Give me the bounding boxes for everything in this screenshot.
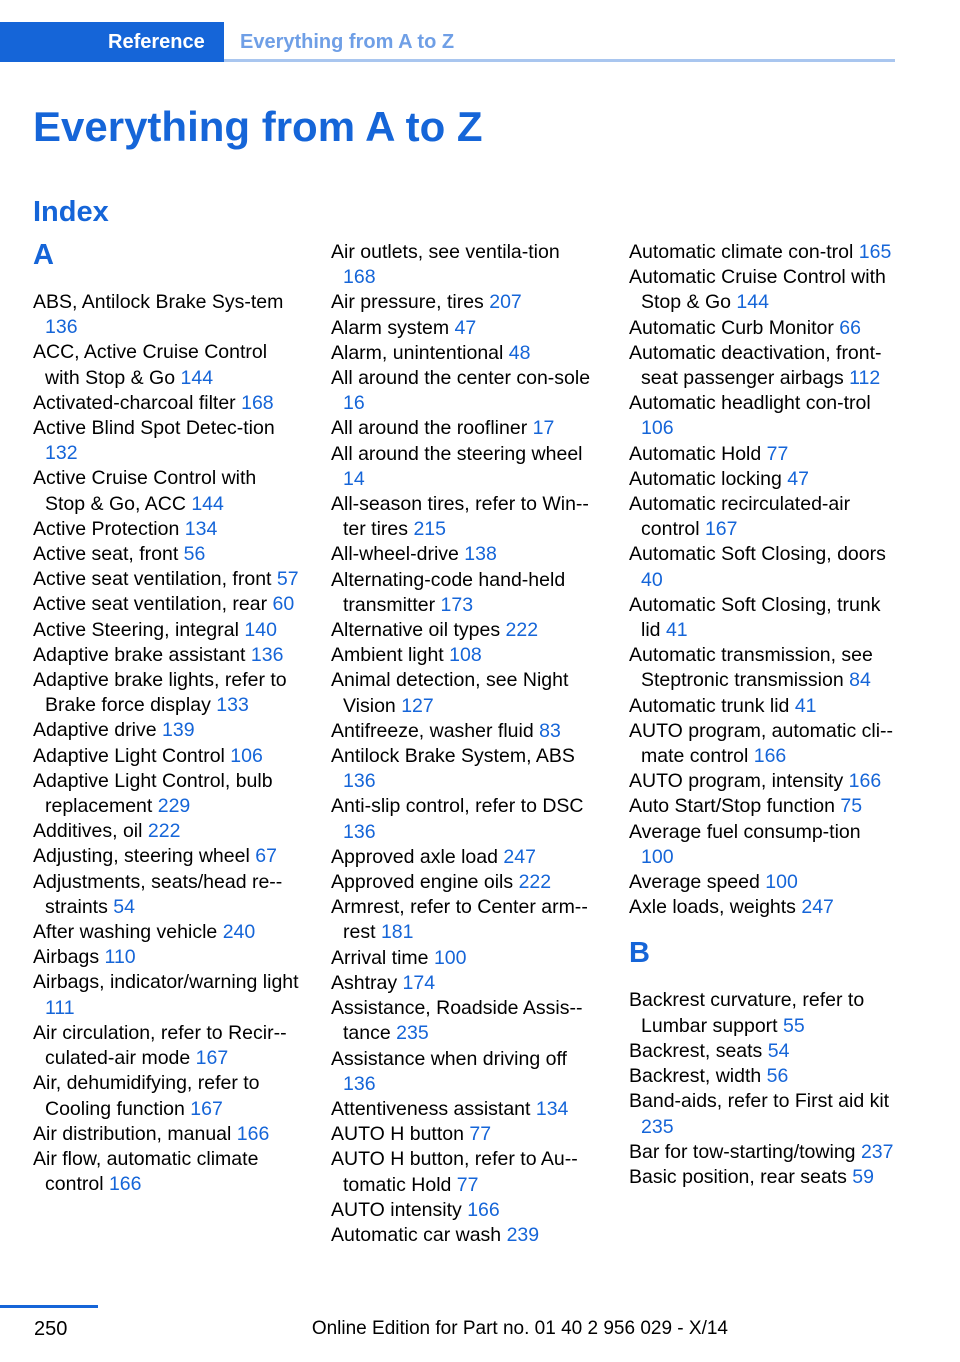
page-reference-link[interactable]: 165 bbox=[858, 241, 892, 263]
page-reference-link[interactable]: 222 bbox=[147, 820, 181, 843]
page-reference-link[interactable]: 168 bbox=[343, 266, 376, 289]
page-reference-link[interactable]: 240 bbox=[222, 921, 256, 944]
page-reference-link[interactable]: 167 bbox=[195, 1047, 229, 1070]
page-reference-link[interactable]: 108 bbox=[449, 644, 482, 667]
index-entry-text: All-season tires, refer to Win-ter tires bbox=[331, 493, 589, 541]
index-entry-text: Adaptive drive bbox=[33, 719, 157, 742]
index-entry bbox=[629, 870, 895, 895]
page-reference-link[interactable]: 134 bbox=[535, 1097, 569, 1120]
index-entry-text: Assistance, Roadside Assis-tance bbox=[331, 997, 583, 1045]
page-reference-link[interactable]: 215 bbox=[413, 518, 446, 541]
index-entry bbox=[629, 341, 895, 391]
page-reference-link[interactable]: 59 bbox=[852, 1165, 874, 1188]
index-entry-text: AUTO H button, refer to Au-tomatic Hold bbox=[331, 1148, 578, 1196]
index-entry bbox=[331, 1198, 597, 1223]
page-reference-link[interactable]: 247 bbox=[503, 845, 536, 868]
index-letter: B bbox=[629, 937, 650, 970]
index-entry bbox=[629, 492, 895, 542]
page-reference-link[interactable]: 110 bbox=[104, 946, 136, 969]
index-entry bbox=[629, 988, 895, 1038]
index-entry bbox=[629, 1089, 895, 1139]
index-entry bbox=[331, 366, 597, 416]
index-entry-text: Average speed bbox=[629, 871, 760, 894]
page-reference-link[interactable]: 237 bbox=[860, 1140, 894, 1163]
page-reference-link[interactable]: 127 bbox=[401, 694, 434, 717]
index-entry-text: Automatic deactivation, front-seat passenger airbags bbox=[629, 341, 882, 390]
index-entry bbox=[629, 265, 895, 315]
page-reference-link[interactable]: 133 bbox=[216, 694, 249, 717]
index-entry-text: Approved engine oils bbox=[331, 871, 514, 894]
index-entry-text: Air flow, automatic climate control bbox=[33, 1147, 259, 1196]
index-entry bbox=[331, 240, 597, 290]
index-entry bbox=[331, 290, 597, 315]
index-entry-text: AUTO program, intensity bbox=[629, 770, 844, 793]
page-reference-link[interactable]: 229 bbox=[157, 795, 191, 818]
page-reference-link[interactable]: 139 bbox=[162, 719, 195, 742]
index-entry-text: Approved axle load bbox=[331, 845, 498, 868]
index-column-2 bbox=[331, 240, 597, 1248]
page-reference-link[interactable]: 136 bbox=[343, 820, 376, 843]
index-entry bbox=[331, 794, 597, 844]
page-reference-link[interactable]: 140 bbox=[244, 618, 277, 641]
index-entry-text: Adjusting, steering wheel bbox=[33, 845, 250, 868]
page-reference-link[interactable]: 144 bbox=[180, 366, 214, 389]
index-entry bbox=[33, 1147, 299, 1197]
edition-note: Online Edition for Part no. 01 40 2 956 029 - X/14 bbox=[311, 1318, 728, 1339]
page-reference-link[interactable]: 174 bbox=[402, 971, 436, 994]
index-entry bbox=[331, 316, 597, 341]
index-entry bbox=[331, 1122, 597, 1147]
index-entry-text: Active seat ventilation, front bbox=[33, 568, 272, 591]
index-entry bbox=[331, 341, 597, 366]
page-reference-link[interactable]: 48 bbox=[508, 341, 531, 364]
index-entry bbox=[33, 844, 299, 869]
index-entry-text: Automatic recirculated-air control bbox=[629, 493, 851, 541]
index-entry bbox=[629, 240, 895, 265]
index-entry-text: Bar for tow-starting/​towing bbox=[629, 1140, 856, 1163]
index-entry-text: Assistance when driving off bbox=[331, 1047, 567, 1070]
index-entry-text: Antifreeze, washer fluid bbox=[331, 719, 534, 742]
index-letter: A bbox=[33, 239, 54, 271]
page-reference-link[interactable]: 166 bbox=[108, 1173, 142, 1196]
index-entry bbox=[331, 744, 597, 794]
page-reference-link[interactable]: 235 bbox=[641, 1115, 674, 1138]
index-entry bbox=[33, 466, 299, 516]
page-reference-link[interactable]: 166 bbox=[236, 1122, 270, 1145]
index-entry bbox=[331, 895, 597, 945]
index-entry-text: Adaptive brake lights, refer to Brake force display bbox=[33, 669, 287, 717]
index-entry bbox=[629, 1064, 895, 1089]
index-entry bbox=[33, 567, 299, 592]
page-reference-link[interactable]: 40 bbox=[641, 568, 663, 591]
index-entry bbox=[331, 1223, 597, 1248]
index-entry-text: Alarm system bbox=[331, 316, 450, 339]
index-entry bbox=[33, 1122, 299, 1147]
page-reference-link[interactable]: 56 bbox=[766, 1065, 789, 1088]
index-entry-text: Ambient light bbox=[331, 644, 444, 667]
page-reference-link[interactable]: 166 bbox=[753, 745, 787, 768]
index-entry-text: Automatic Soft Closing, doors bbox=[629, 543, 886, 566]
page-reference-link[interactable]: 222 bbox=[518, 871, 552, 894]
index-entry-text: Arrival time bbox=[331, 946, 429, 969]
index-entry bbox=[331, 996, 597, 1046]
header-divider bbox=[224, 59, 895, 62]
page-reference-link[interactable]: 67 bbox=[255, 845, 277, 868]
page-reference-link[interactable]: 41 bbox=[794, 694, 817, 717]
page-reference-link[interactable]: 111 bbox=[45, 996, 75, 1019]
page-reference-link[interactable]: 100 bbox=[765, 871, 798, 894]
index-entry bbox=[33, 592, 299, 617]
index-entry bbox=[33, 744, 299, 769]
index-entry bbox=[331, 1097, 597, 1122]
index-entry bbox=[33, 970, 299, 1020]
page-reference-link[interactable]: 144 bbox=[191, 492, 224, 515]
page-reference-link[interactable]: 57 bbox=[276, 568, 299, 591]
index-entry-text: Adaptive Light Control, bulb replacement bbox=[33, 769, 273, 818]
index-entry bbox=[331, 1047, 597, 1097]
index-entry-text: AUTO H button bbox=[331, 1123, 464, 1146]
index-entry bbox=[629, 1039, 895, 1064]
index-entry-text: All-wheel-drive bbox=[331, 543, 459, 566]
index-entry-text: Active Blind Spot Detec-tion bbox=[33, 417, 275, 440]
page-reference-link[interactable]: 168 bbox=[241, 391, 274, 414]
index-entry-text: Air outlets, see ventila-tion bbox=[331, 241, 560, 263]
page-reference-link[interactable]: 56 bbox=[183, 543, 206, 566]
page-reference-link[interactable]: 84 bbox=[849, 669, 871, 692]
page-reference-link[interactable]: 77 bbox=[766, 442, 789, 465]
index-entry-text: Alternating-code hand-held transmitter bbox=[331, 568, 566, 616]
index-entry bbox=[33, 391, 299, 416]
page-reference-link[interactable]: 235 bbox=[396, 1022, 429, 1045]
index-entry bbox=[629, 391, 895, 441]
index-entry bbox=[33, 517, 299, 542]
index-entry-text: Active Protection bbox=[33, 517, 180, 540]
page-reference-link[interactable]: 166 bbox=[848, 770, 882, 793]
index-entry-text: Alarm, unintentional bbox=[331, 341, 504, 364]
index-entry-text: Automatic Cruise Control with Stop & Go bbox=[629, 266, 886, 314]
index-entry bbox=[33, 819, 299, 844]
page-reference-link[interactable]: 14 bbox=[343, 467, 365, 490]
index-entry-text: Antilock Brake System, ABS bbox=[331, 745, 575, 768]
index-entry bbox=[629, 1165, 895, 1190]
page-reference-link[interactable]: 144 bbox=[736, 291, 769, 314]
index-entry bbox=[33, 920, 299, 945]
index-entry-text: Armrest, refer to Center arm-rest bbox=[331, 896, 588, 944]
index-entry-text: Adaptive brake assistant bbox=[33, 643, 246, 666]
index-entry bbox=[629, 794, 895, 819]
index-entry bbox=[331, 643, 597, 668]
index-entry bbox=[331, 492, 597, 542]
index-entry bbox=[331, 442, 597, 492]
index-entry-text: Active seat, front bbox=[33, 543, 179, 566]
footer-divider bbox=[0, 1305, 98, 1308]
index-entry bbox=[33, 340, 299, 390]
index-entry-text: Automatic car wash bbox=[331, 1223, 502, 1246]
index-entry-text: Automatic locking bbox=[629, 467, 782, 490]
section-title: Index bbox=[33, 196, 109, 228]
index-entry-text: Ashtray bbox=[331, 971, 398, 994]
index-entry bbox=[33, 668, 299, 718]
index-entry-text: Auto Start/Stop function bbox=[629, 795, 835, 818]
index-entry-text: Backrest curvature, refer to Lumbar support bbox=[629, 989, 865, 1037]
index-entry-text: Additives, oil bbox=[33, 820, 143, 843]
index-entry-text: Automatic Hold bbox=[629, 442, 762, 465]
index-entry-text: Active Steering, integral bbox=[33, 618, 239, 641]
page-reference-link[interactable]: 83 bbox=[539, 719, 561, 742]
index-entry-text: Backrest, width bbox=[629, 1065, 762, 1088]
page-reference-link[interactable]: 132 bbox=[45, 442, 78, 465]
index-entry bbox=[33, 769, 299, 819]
page-reference-link[interactable]: 47 bbox=[787, 467, 809, 490]
index-entry bbox=[331, 568, 597, 618]
index-entry bbox=[629, 895, 895, 920]
index-entry bbox=[629, 719, 895, 769]
index-entry-text: Airbags, indicator/warning light bbox=[33, 971, 299, 994]
index-entry bbox=[629, 1140, 895, 1165]
index-entry bbox=[33, 618, 299, 643]
index-entry-text: Attentiveness assistant bbox=[331, 1097, 531, 1120]
index-entry-text: Axle loads, weights bbox=[629, 896, 796, 919]
index-entry-text: Air, dehumidifying, refer to Cooling function bbox=[33, 1072, 260, 1120]
index-entry-text: All around the center con-sole bbox=[331, 367, 591, 390]
index-entry bbox=[629, 316, 895, 341]
index-entry bbox=[629, 694, 895, 719]
index-entry-text: All around the roofliner bbox=[331, 417, 528, 440]
page-reference-link[interactable]: 136 bbox=[343, 770, 376, 793]
page-reference-link[interactable]: 106 bbox=[230, 744, 263, 767]
page-reference-link[interactable]: 75 bbox=[840, 795, 863, 818]
index-entry bbox=[629, 820, 895, 870]
index-entry bbox=[331, 1147, 597, 1197]
index-entry-text: Air distribution, manual bbox=[33, 1122, 232, 1145]
page-reference-link[interactable]: 134 bbox=[184, 517, 218, 540]
index-entry bbox=[33, 290, 299, 340]
index-entry-text: Average fuel consump-tion bbox=[629, 820, 861, 843]
index-entry-text: ABS, Antilock Brake Sys-tem bbox=[33, 291, 284, 313]
index-entry bbox=[331, 971, 597, 996]
page-reference-link[interactable]: 77 bbox=[469, 1123, 492, 1146]
page-reference-link[interactable]: 207 bbox=[489, 291, 522, 314]
index-entry-text: Activated-charcoal filter bbox=[33, 391, 236, 414]
index-entry bbox=[331, 618, 597, 643]
page-reference-link[interactable]: 222 bbox=[505, 619, 539, 642]
index-entry-text: Backrest, seats bbox=[629, 1039, 763, 1062]
index-entry-text: Anti-slip control, refer to DSC bbox=[331, 795, 584, 818]
index-entry bbox=[33, 870, 299, 920]
page-reference-link[interactable]: 54 bbox=[113, 895, 135, 918]
page-reference-link[interactable]: 106 bbox=[641, 417, 674, 440]
page-reference-link[interactable]: 136 bbox=[45, 316, 78, 339]
index-entry-text: Automatic climate con-trol bbox=[629, 241, 854, 263]
index-entry-text: Adjustments, seats/head re-straints bbox=[33, 870, 283, 918]
page-reference-link[interactable]: 60 bbox=[272, 593, 295, 616]
index-entry-text: Active seat ventilation, rear bbox=[33, 593, 268, 616]
index-entry bbox=[331, 542, 597, 567]
index-entry bbox=[629, 643, 895, 693]
index-column-1 bbox=[33, 240, 299, 1197]
index-entry-text: Basic position, rear seats bbox=[629, 1165, 847, 1188]
page-reference-link[interactable]: 167 bbox=[190, 1097, 223, 1120]
page-reference-link[interactable]: 100 bbox=[641, 845, 674, 868]
page-reference-link[interactable]: 136 bbox=[250, 643, 284, 666]
page-reference-link[interactable]: 136 bbox=[343, 1072, 376, 1095]
index-entry-text: Air circulation, refer to Recir-culated-air mode bbox=[33, 1021, 287, 1070]
page-reference-link[interactable]: 66 bbox=[839, 316, 861, 339]
index-entry bbox=[33, 718, 299, 743]
index-entry-text: Air pressure, tires bbox=[331, 291, 484, 314]
page-reference-link[interactable]: 112 bbox=[849, 367, 881, 390]
index-entry bbox=[331, 845, 597, 870]
page-reference-link[interactable]: 173 bbox=[440, 593, 474, 616]
index-entry bbox=[331, 416, 597, 441]
index-entry bbox=[629, 769, 895, 794]
page-reference-link[interactable]: 77 bbox=[456, 1173, 479, 1196]
page-reference-link[interactable]: 100 bbox=[433, 946, 467, 969]
index-entry-text: Automatic Soft Closing, trunk lid bbox=[629, 593, 881, 642]
index-entry-text: Airbags bbox=[33, 946, 100, 969]
page-title: Everything from A to Z bbox=[33, 103, 483, 150]
index-entry bbox=[331, 668, 597, 718]
index-entry-text: Active Cruise Control with Stop & Go, ACC bbox=[33, 467, 257, 515]
page-reference-link[interactable]: 16 bbox=[343, 392, 365, 415]
page-reference-link[interactable]: 54 bbox=[767, 1039, 790, 1062]
index-entry bbox=[33, 1071, 299, 1121]
index-entry bbox=[331, 946, 597, 971]
index-entry bbox=[33, 643, 299, 668]
page-reference-link[interactable]: 239 bbox=[506, 1223, 540, 1246]
index-entry-text: Automatic transmission, see Steptronic transmission bbox=[629, 644, 873, 692]
index-entry-text: AUTO program, automatic cli-mate control bbox=[629, 719, 894, 768]
page-reference-link[interactable]: 138 bbox=[464, 543, 497, 566]
index-entry-text: Alternative oil types bbox=[331, 619, 501, 642]
page-reference-link[interactable]: 181 bbox=[380, 921, 414, 944]
index-entry-text: Automatic trunk lid bbox=[629, 694, 790, 717]
page-number: 250 bbox=[34, 1318, 68, 1340]
index-entry bbox=[331, 719, 597, 744]
index-entry bbox=[629, 467, 895, 492]
index-entry bbox=[331, 870, 597, 895]
index-entry-text: Automatic Curb Monitor bbox=[629, 316, 834, 339]
index-column-3 bbox=[629, 240, 895, 1190]
index-entry-text: After washing vehicle bbox=[33, 921, 218, 944]
page-reference-link[interactable]: 247 bbox=[801, 896, 834, 919]
page-reference-link[interactable]: 17 bbox=[532, 417, 555, 440]
section-tab[interactable]: Reference bbox=[0, 22, 224, 62]
index-entry bbox=[629, 593, 895, 643]
page-reference-link[interactable]: 47 bbox=[454, 316, 477, 339]
page-reference-link[interactable]: 55 bbox=[783, 1014, 805, 1037]
index-entry-text: Animal detection, see Night Vision bbox=[331, 669, 569, 717]
index-entry bbox=[33, 542, 299, 567]
index-entry bbox=[33, 416, 299, 466]
index-entry-text: Automatic headlight con-trol bbox=[629, 392, 871, 415]
page-header bbox=[0, 22, 895, 62]
index-entry bbox=[629, 542, 895, 592]
index-entry-text: All around the steering wheel bbox=[331, 442, 583, 465]
page-reference-link[interactable]: 166 bbox=[467, 1198, 500, 1221]
index-entry-text: Band-aids, refer to First aid kit bbox=[629, 1090, 890, 1113]
index-entry bbox=[33, 1021, 299, 1071]
index-entry bbox=[629, 442, 895, 467]
index-entry-text: ACC, Active Cruise Control with Stop & Go bbox=[33, 341, 268, 389]
index-entry-text: Adaptive Light Control bbox=[33, 744, 225, 767]
index-entry-text: AUTO intensity bbox=[331, 1198, 462, 1221]
page-reference-link[interactable]: 167 bbox=[704, 518, 738, 541]
breadcrumb[interactable]: Everything from A to Z bbox=[240, 31, 455, 53]
index-entry bbox=[33, 945, 299, 970]
page-reference-link[interactable]: 41 bbox=[665, 619, 688, 642]
